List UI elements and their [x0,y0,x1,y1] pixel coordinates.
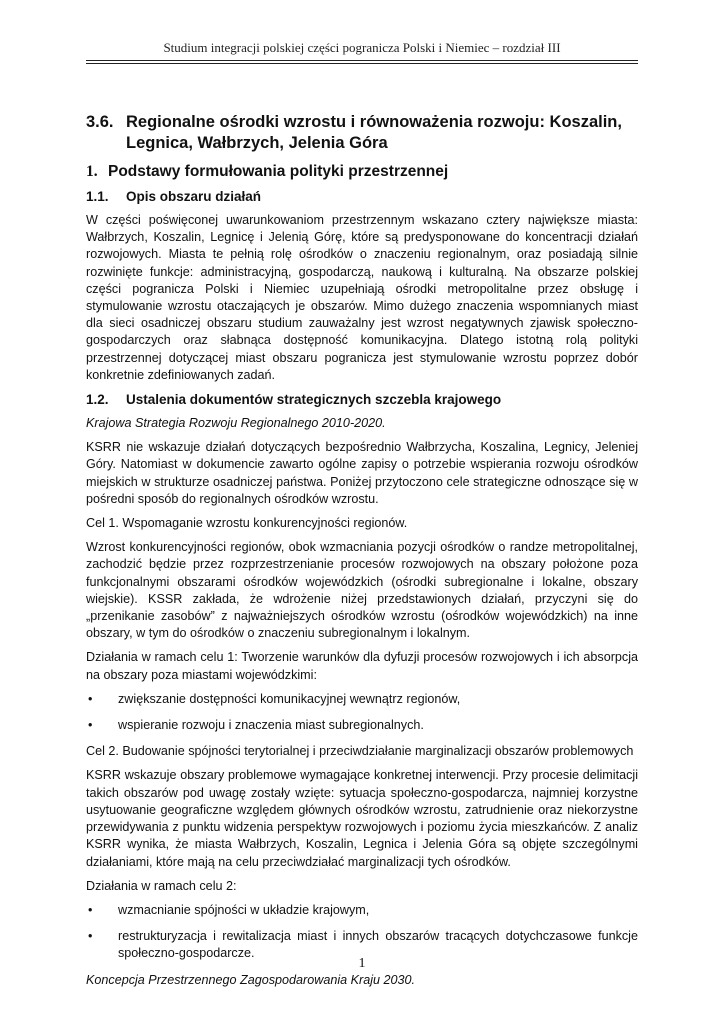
section-title: Regionalne ośrodki wzrostu i równoważenia rozwoju: Koszalin, Legnica, Wałbrzych, Jelenia Góra [126,113,622,152]
subsection-1-heading [86,162,638,182]
paragraph-ksrr-intro: KSRR nie wskazuje działań dotyczących bezpośrednio Wałbrzycha, Koszalina, Legnicy, Jeleniej Góry. Natomiast w dokumencie zawarto ogólne zapisy o potrzebie wspierania rozwoju ośrodków miejskich w strukturze osadniczej państwa. Poniżej przytoczono cele strategiczne odnoszące się w pośredni sposób do regionalnych ośrodków wzrostu. [86,440,638,506]
paragraph-goal-2: KSRR wskazuje obszary problemowe wymagające konkretnej interwencji. Przy procesie delimitacji takich obszarów pod uwagę zostały wzięte: sytuacja społeczno-gospodarcza, najmniej korzystne usytuowanie geograficzne względem głównych ośrodków wzrostu, zatrudnienie oraz niekorzystne przewidywania z punktu widzenia perspektyw rozwojowych i poziomu życia mieszkańców. Z analiz KSRR wynika, że miasta Wałbrzych, Koszalin, Legnica i Jelenia Góra są objęte szczególnymi działaniami, które mają na celu przeciwdziałać marginalizacji tych ośrodków. [86,768,638,869]
bullet-icon: • [88,902,93,917]
document-body [86,112,638,996]
paragraph-area-description: W części poświęconej uwarunkowaniom przestrzennym wskazano cztery największe miasta: Wałbrzych, Koszalin, Legnicę i Jelenią Górę, które są predysponowane do koncentracji działań rozwojowych. Miasta te pełnią rolę ośrodków o znaczeniu regionalnym, oraz posiadają silnie rozwinięte funkcje: administracyjną, gospodarczą, naukową i kulturalną. Na obszarze polskiej części pogranicza Polski i Niemiec uzupełniają ośrodki metropolitalne przez obsługę i stymulowanie wzrostu otaczających je obszarów. Mimo dużego znaczenia wspomnianych miast dla sieci osadniczej obszaru studium zauważalny jest wzrost negatywnych zjawisk społeczno-gospodarczych oraz słabnąca dostępność komunikacyjna. Dlatego istotną rolą polityki przestrzennej dotyczącej miast obszaru pogranicza jest stymulowanie wzrostu poprzez dobór konkretnie zdefiniowanych zadań. [86,213,638,382]
paragraph-goal-1-actions: Działania w ramach celu 1: Tworzenie warunków dla dyfuzji procesów rozwojowych i ich absorpcja na obszary poza miastami wojewódzkimi: [86,650,638,682]
goal-2: Cel 2. Budowanie spójności terytorialnej i przeciwdziałanie marginalizacji obszarów problemowych [86,744,634,759]
paragraph-goal-1: Wzrost konkurencyjności regionów, obok wzmacniania pozycji ośrodków o randze metropolitalnej, zachodzić będzie przez rozprzestrzenianie procesów rozwojowych na obszary położone poza funkcjonalnymi obszarami ośrodków wojewódzkich (ośrodki subregionalne i lokalne, obszary wiejskie). KSSR zakłada, że wdrożenie niżej przedstawionych działań, przyczyni się do „przenikanie zasobów” z najważniejszych ośrodków wzrostu (ośrodków wojewódzkich) na inne obszary, w tym do ośrodków o znaczeniu subregionalnym i lokalnym. [86,540,638,641]
subsection-1-title: Podstawy formułowania polityki przestrzennej [108,163,449,180]
subsection-1-2-number: 1.2. [86,392,109,408]
bullet-icon: • [88,691,93,706]
header-rule-secondary [86,63,638,64]
bullet-list-goal-2 [86,902,638,963]
subsection-1-1-heading [86,188,638,206]
paragraph-goal-2-actions: Działania w ramach celu 2: [86,878,237,893]
subsection-1-number: 1. [86,163,98,180]
bullet-icon: • [88,929,93,944]
subsection-1-2-heading [86,391,638,409]
list-item: • restrukturyzacja i rewitalizacja miast i innych obszarów tracących dotychczasowe funkcje społeczno-gospodarcze. [88,929,638,961]
page-number: 1 [358,956,366,971]
bullet-icon: • [88,718,93,733]
list-item: • wspieranie rozwoju i znaczenia miast subregionalnych. [86,717,638,734]
running-header: Studium integracji polskiej części pogranicza Polski i Niemiec – rozdział III [163,40,561,55]
goal-1: Cel 1. Wspomaganie wzrostu konkurencyjności regionów. [86,516,408,531]
document-title-ksrr: Krajowa Strategia Rozwoju Regionalnego 2010-2020. [86,416,386,431]
subsection-1-1-number: 1.1. [86,189,109,204]
section-number: 3.6. [86,113,114,131]
subsection-1-2-title: Ustalenia dokumentów strategicznych szczebla krajowego [126,392,502,408]
subsection-1-1-title: Opis obszaru działań [126,189,262,204]
list-item: • zwiększanie dostępności komunikacyjnej wewnątrz regionów, [86,691,638,708]
section-heading [86,112,638,154]
document-title-kpzk: Koncepcja Przestrzennego Zagospodarowania Kraju 2030. [86,972,416,987]
bullet-list-goal-1 [86,691,638,734]
header-rule [86,60,638,61]
list-item: • wzmacnianie spójności w układzie krajowym, [86,902,638,919]
